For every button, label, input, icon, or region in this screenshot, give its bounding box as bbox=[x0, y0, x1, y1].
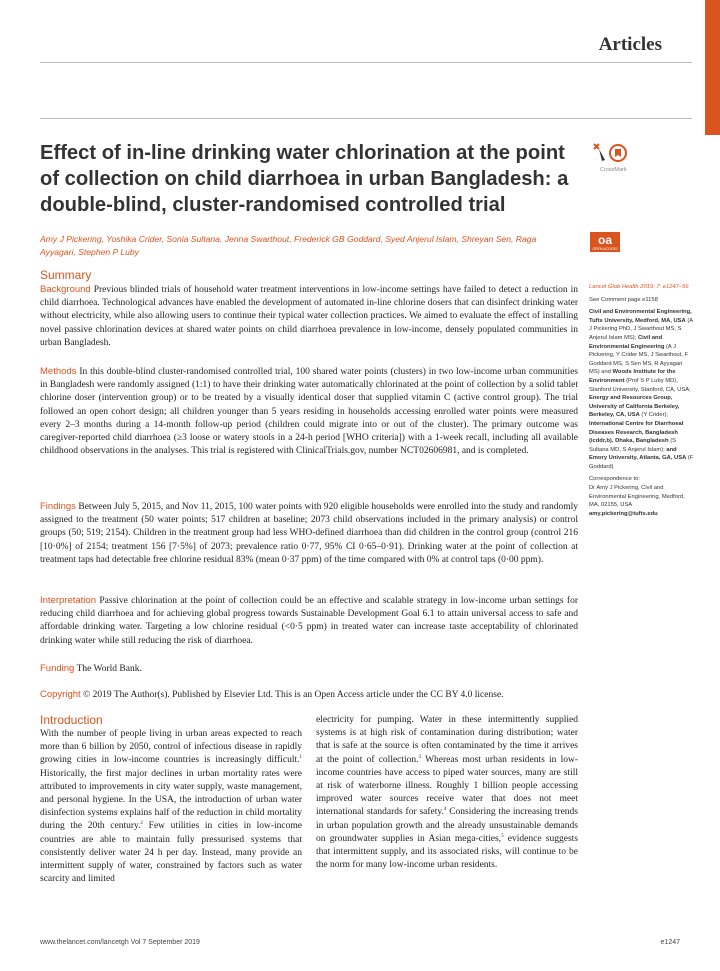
intro-text: Few utilities in cities in low-income countries are able to maintain fully pressurised systems that consistently deliver water 24 h per day. Instead, many provide an intermittent supply of water, constrained by factors such as water scarcity and limited bbox=[40, 821, 302, 885]
abstract-interpretation bbox=[40, 594, 578, 648]
affiliation-4-people: (Y Crider); bbox=[641, 412, 669, 419]
summary-heading: Summary bbox=[40, 268, 92, 282]
intro-text: Whereas most urban residents in low-income countries have access to piped water sources, many are still at risk of waterborne illness. Roughly 1 billion people accessing improved water sources receive water that does not meet international standards for safety. bbox=[316, 754, 578, 818]
abstract-methods bbox=[40, 365, 578, 458]
title-rule bbox=[40, 118, 692, 119]
journal-citation: Lancet Glob Health 2019; 7: e1247–56 bbox=[589, 284, 689, 290]
reference-marker: 3 bbox=[418, 754, 422, 760]
copyright-label: Copyright bbox=[40, 689, 81, 700]
affiliation-5-people: (S Sultana MD, S Anjerul Islam); bbox=[589, 438, 676, 453]
interpretation-label: Interpretation bbox=[40, 595, 96, 606]
copyright-text: © 2019 The Author(s). Published by Elsevier Ltd. This is an Open Access article under the CC BY 4.0 license. bbox=[83, 690, 504, 700]
intro-text: Considering the increasing trends in urban population growth and the already unsustainable demands on groundwater supplies in Asian mega-cities, bbox=[316, 807, 578, 844]
abstract-copyright bbox=[40, 688, 578, 702]
oa-badge-text: oa bbox=[597, 233, 612, 247]
correspondence-email[interactable]: amy.pickering@tufts.edu bbox=[589, 510, 658, 517]
reference-marker: 2 bbox=[140, 821, 144, 827]
intro-text: electricity for pumping. Water in these intermittently supplied systems is at high risk of contamination during distribution; water that is safe at the source is often contaminated by the time it arrives at the point of collection. bbox=[316, 715, 578, 765]
background-text: Previous blinded trials of household water treatment interventions in low-income settings have failed to detect a reduction in child diarrhoea. Technological advances have enabled the development of automated in-line chlorine dosers that can disinfect drinking water without electricity, while also allowing users to continue their typical water collection practices. We aimed to evaluate the effect of installing novel passive chlorination devices at shared water points on child diarrhoea prevalence in low-income, densely populated communities in urban Bangladesh. bbox=[40, 285, 578, 348]
methods-label: Methods bbox=[40, 366, 77, 377]
reference-marker: 5 bbox=[501, 833, 504, 839]
funding-text: The World Bank. bbox=[76, 664, 142, 674]
affiliation-1-people: (A J Pickering PhD, J Swarthout MS, S Anjerul Islam MS); bbox=[589, 317, 693, 341]
findings-label: Findings bbox=[40, 501, 76, 512]
affiliation-3: Woods Institute for the Environment bbox=[589, 369, 676, 384]
crossmark-label: CrossMark bbox=[600, 167, 627, 173]
oa-badge-sub: OPEN ACCESS bbox=[592, 247, 618, 251]
author-list: Amy J Pickering, Yoshika Crider, Sonia Sultana, Jenna Swarthout, Frederick GB Goddard, Syed Anjerul Islam, Shreyan Sen, Raga Ayyagari, Stephen P Luby bbox=[40, 234, 537, 257]
comment-link[interactable]: See Comment page e1158 bbox=[589, 296, 658, 303]
affiliation-4: Energy and Resources Group, University of California Berkeley, Berkeley, CA, USA bbox=[589, 395, 680, 419]
background-label: Background bbox=[40, 284, 91, 295]
reference-marker: 1 bbox=[299, 755, 302, 761]
header-rule bbox=[40, 62, 692, 63]
intro-text: evidence suggests that intermittent supply, and its associated risks, will continue to be the norm for many low-income urban residents. bbox=[316, 833, 579, 871]
findings-text: Between July 5, 2015, and Nov 11, 2015, 100 water points with 920 eligible households were enrolled into the study and randomly assigned to the treatment (50 water points; 517 children at baseline; 2073 child observations included in the primary analysis) or control groups (50; 519; 2154). Children in the treatment group had less WHO-defined diarrhoea than did children in the control group (control 216 [10·0%] of 2154; treatment 156 [7·5%] of 2073; prevalence ratio 0·77, 95% CI 0·65–0·91). Drinking water at the point of collection at treatment taps had detectable free chlorine residual 83% (mean 0·37 ppm) of the time compared with 0% at control taps (0·00 ppm). bbox=[40, 502, 578, 565]
affiliation-6: and Emory University, Atlanta, GA, USA bbox=[589, 446, 687, 462]
section-label: Articles bbox=[598, 34, 662, 55]
section-color-tab bbox=[705, 0, 720, 135]
affiliation-1: Civil and Environmental Engineering, Tufts University, Medford, MA, USA bbox=[589, 309, 692, 324]
funding-label: Funding bbox=[40, 663, 75, 674]
introduction-heading: Introduction bbox=[40, 713, 103, 727]
reference-marker: 4 bbox=[443, 807, 447, 813]
methods-text: In this double-blind cluster-randomised controlled trial, 100 shared water points (clusters) in two low-income urban communities in Bangladesh were randomly assigned (1:1) to have their drinking water automatically chlorinated at the point of collection by a solid tablet chlorine doser (intervention group) or to be treated by a visually identical doser that supplied vitamin C (active control group). The trial followed an open cohort design; all children younger than 5 years residing in households accessing enrolled water points were measured every 2–3 months during a 14-month follow-up period (children could migrate into or out of the cluster). The primary outcome was caregiver-reported child diarrhoea (≥3 loose or watery stools in a 24-h period [WHO criteria]) with a 1-week recall, including all available childhood observations in the analyses. This trial is registered with ClinicalTrials.gov, number NCT02606981, and is completed. bbox=[40, 367, 578, 457]
abstract-funding bbox=[40, 662, 578, 676]
intro-text: Historically, the first major declines in urban mortality rates were attributed to improvements in city water supply, waste management, and personal hygiene. In the USA, the introduction of urban water disinfection systems explains half of the reduction in child mortality during the 20th century. bbox=[40, 768, 302, 832]
open-access-badge bbox=[590, 232, 620, 252]
page-number: e1247 bbox=[660, 939, 680, 946]
affiliation-3-people: (Prof S P Luby MD), Stanford University, Stanford, CA, USA; bbox=[589, 377, 691, 393]
intro-text: With the number of people living in urban areas expected to reach more than 6 billion by 2050, control of infectious disease in rapidly growing cities in low-income countries is increasingly difficult. bbox=[40, 729, 302, 766]
article-title: Effect of in-line drinking water chlorination at the point of collection on child diarrhoea in urban Bangladesh: a double-blind, cluster-randomised controlled trial bbox=[40, 142, 569, 216]
side-column bbox=[589, 283, 694, 522]
affiliation-2-people: (A J Pickering, Y Crider MS, J Swarthout, F Goddard MS, S Sen MS, R Ayyagari MS) and bbox=[589, 343, 689, 376]
correspondence-label: Correspondence to: bbox=[589, 476, 640, 483]
affiliation-6-people: (F Goddard) bbox=[589, 455, 694, 470]
correspondence-text: Dr Amy J Pickering, Civil and Environmental Engineering, Medford, MA, 02155, USA bbox=[589, 485, 685, 509]
affiliation-5: International Centre for Diarrhoeal Diseases Research, Bangladesh (icddr,b), Dhaka, Bangladesh bbox=[589, 420, 684, 445]
intro-column-1 bbox=[40, 728, 302, 886]
intro-column-2 bbox=[316, 714, 578, 872]
footer-journal-url[interactable]: www.thelancet.com/lancetgh Vol 7 September 2019 bbox=[40, 939, 200, 946]
abstract-findings bbox=[40, 500, 578, 567]
interpretation-text: Passive chlorination at the point of collection could be an effective and scalable strategy in low-income urban settings for reducing child diarrhoea and for achieving global progress towards Sustainable Development Goal 6.1 to attain universal access to safe and affordable drinking water. Targeting a low chlorine residual (<0·5 ppm) in treated water can increase taste acceptability of chlorinated drinking water while still reducing the risk of diarrhoea. bbox=[40, 596, 579, 646]
abstract-background bbox=[40, 283, 578, 350]
affiliation-2: Civil and Environmental Engineering bbox=[589, 334, 665, 350]
